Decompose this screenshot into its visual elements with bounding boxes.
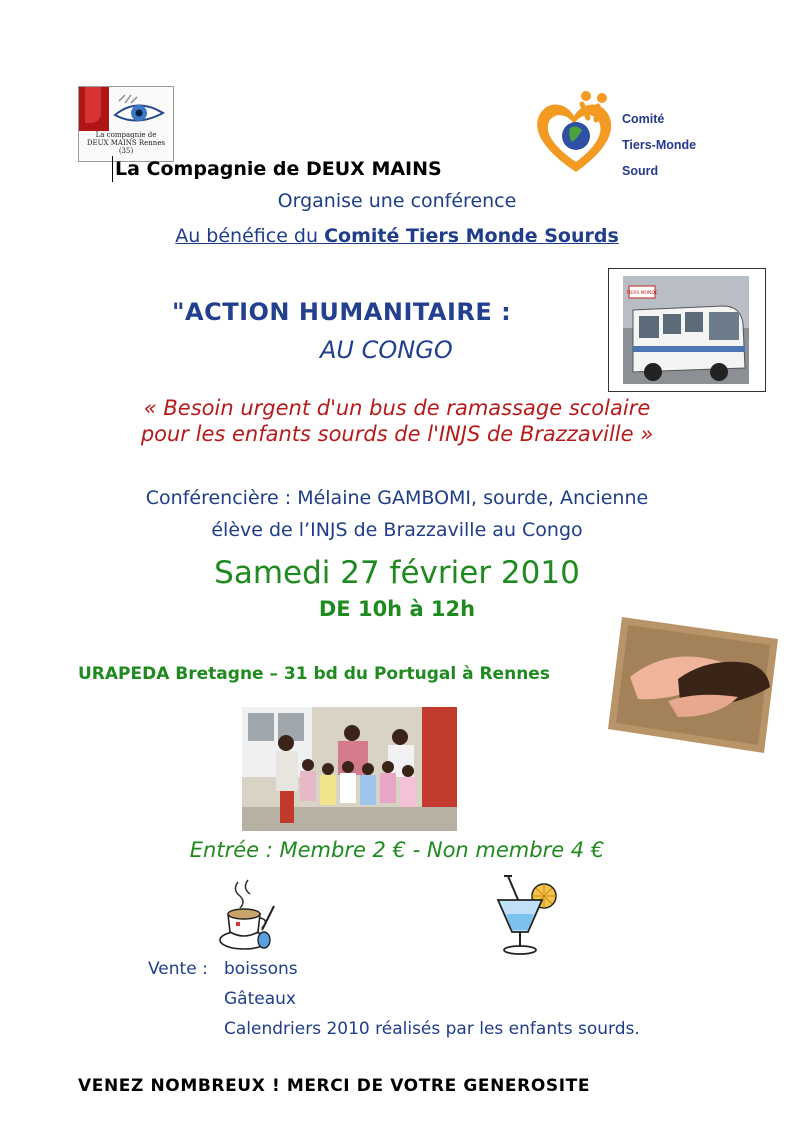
entry-price: Entrée : Membre 2 € - Non membre 4 € <box>189 838 605 862</box>
benefit-line <box>0 225 794 247</box>
heart-people-icon <box>530 88 622 178</box>
benefit-prefix: Au bénéfice du <box>175 225 325 247</box>
speaker-line: élève de l’INJS de Brazzaville au Congo <box>211 519 583 541</box>
eye-hand-icon <box>109 93 169 133</box>
coffee-cup-icon <box>218 878 280 954</box>
children-group-image <box>242 707 457 831</box>
company-logo-text: La compagnie de DEUX MAINS Rennes (35) <box>86 131 166 155</box>
bus-image <box>623 276 749 384</box>
quote-line: pour les enfants sourds de l'INJS de Brazzaville » <box>140 422 654 446</box>
org-logo-line: Tiers-Monde <box>622 138 697 152</box>
quote-line: « Besoin urgent d'un bus de ramassage scolaire <box>143 396 651 420</box>
org-logo-text <box>622 106 710 184</box>
drink-glass-icon <box>484 874 562 956</box>
company-logo <box>78 86 174 162</box>
organise-line: Organise une conférence <box>277 190 517 212</box>
sale-item: Calendriers 2010 réalisés par les enfants sourds. <box>224 1019 640 1039</box>
hands-photo <box>608 617 778 753</box>
sale-item: boissons <box>224 959 298 979</box>
event-time: DE 10h à 12h <box>318 597 476 621</box>
event-address: URAPEDA Bretagne – 31 bd du Portugal à Rennes <box>78 664 550 684</box>
footer-call-to-action: VENEZ NOMBREUX ! MERCI DE VOTRE GENEROSITE <box>78 1076 591 1096</box>
conference-title: "ACTION HUMANITAIRE : <box>172 298 512 326</box>
curtain-fold-shape <box>85 87 101 123</box>
bus-photo <box>608 268 766 392</box>
org-logo-line: Sourd <box>622 164 659 178</box>
benefit-org-name: Comité Tiers Monde Sourds <box>324 225 619 247</box>
bus-sign-text: TIERS MONDE <box>626 291 658 296</box>
sale-label: Vente : <box>148 959 208 979</box>
speaker-line: Conférencière : Mélaine GAMBOMI, sourde, Ancienne <box>145 487 649 509</box>
conference-subtitle: AU CONGO <box>320 336 453 364</box>
children-photo <box>242 707 457 831</box>
company-title: La Compagnie de DEUX MAINS <box>112 156 442 182</box>
org-logo <box>530 88 710 178</box>
event-date: Samedi 27 février 2010 <box>214 555 580 591</box>
sale-item: Gâteaux <box>224 989 296 1009</box>
org-logo-line: Comité <box>622 112 665 126</box>
